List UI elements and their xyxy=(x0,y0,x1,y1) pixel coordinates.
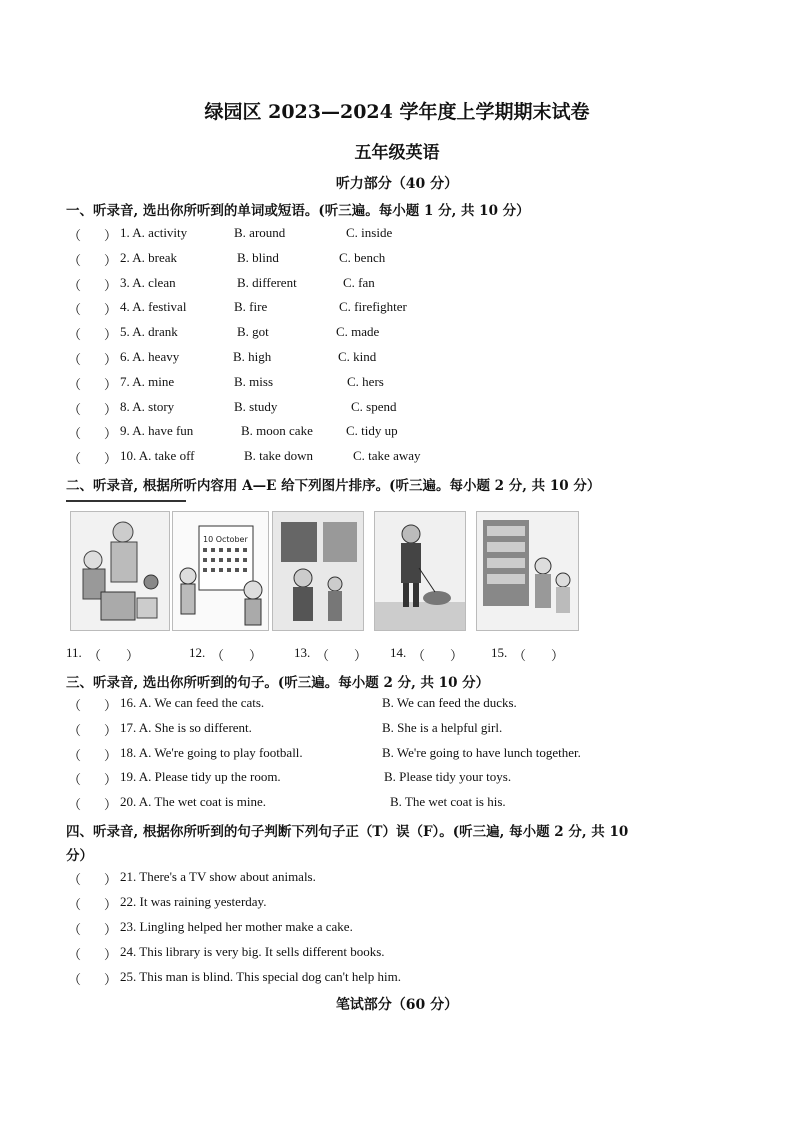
answer-paren-close: ） xyxy=(249,648,263,663)
answer-paren-close: ） xyxy=(104,872,118,887)
answer-number: 14. xyxy=(390,645,407,660)
option-b: B. The wet coat is his. xyxy=(390,794,506,810)
section4-heading: 四、听录音, 根据你所听到的句子判断下列句子正（T）误（F）。(听三遍, 每小题 2 分, 共 10 xyxy=(66,824,629,840)
answer-paren-open: （ xyxy=(513,648,527,663)
answer-paren-open: （ xyxy=(68,302,82,318)
answer-paren-open: （ xyxy=(68,451,82,467)
answer-paren-open: （ xyxy=(68,722,82,738)
section1-heading: 一、听录音, 选出你所听到的单词或短语。(听三遍。每小题 1 分, 共 10 分） xyxy=(66,203,530,219)
option-b: B. high xyxy=(233,349,272,364)
exam-subtitle: 五年级英语 xyxy=(354,143,440,163)
section2-heading: 二、听录音, 根据所听内容用 A—E 给下列图片排序。(听三遍。每小题 2 分, 共 10 分） xyxy=(66,478,601,494)
answer-paren-close: ） xyxy=(104,947,118,962)
option-b: B. around xyxy=(234,225,286,240)
answer-paren-open: （ xyxy=(68,401,82,417)
statement: 25. This man is blind. This special dog can't help him. xyxy=(120,969,401,984)
answer-paren-close: ） xyxy=(104,252,118,268)
option-c: C. firefighter xyxy=(339,299,407,315)
answer-paren-close: ） xyxy=(104,722,118,738)
answer-number: 13. xyxy=(294,645,311,660)
answer-paren-close: ） xyxy=(104,451,118,467)
answer-paren-close: ） xyxy=(104,376,118,392)
answer-paren-close: ） xyxy=(104,302,118,318)
option-c: C. inside xyxy=(346,225,393,240)
picture-calendar xyxy=(172,511,269,631)
calendar-label: 10 October xyxy=(203,535,248,544)
answer-paren-close: ） xyxy=(551,648,565,663)
option-a: 7. A. mine xyxy=(120,373,175,389)
answer-paren-open: （ xyxy=(68,947,82,962)
answer-paren-close: ） xyxy=(104,228,118,243)
answer-paren-close: ） xyxy=(450,648,464,663)
answer-paren-close: ） xyxy=(104,897,118,912)
picture-blind-man-dog xyxy=(374,511,466,631)
answer-paren-close: ） xyxy=(104,747,118,763)
section4-heading-cont: 分） xyxy=(66,848,93,864)
listening-part-heading: 听力部分（40 分） xyxy=(335,176,459,192)
option-b: B. Please tidy your toys. xyxy=(384,769,512,785)
answer-paren-open: （ xyxy=(68,698,82,713)
answer-paren-open: （ xyxy=(68,426,82,442)
answer-paren-open: （ xyxy=(316,648,330,663)
answer-paren-open: （ xyxy=(88,648,102,663)
option-b: B. got xyxy=(237,324,269,340)
option-a: 10. A. take off xyxy=(120,448,195,464)
statement: 24. This library is very big. It sells different books. xyxy=(120,944,385,959)
writing-part-heading: 笔试部分（60 分） xyxy=(335,997,459,1013)
option-c: C. hers xyxy=(347,373,384,389)
option-a: 19. A. Please tidy up the room. xyxy=(120,769,281,785)
option-c: C. made xyxy=(336,324,380,340)
option-a: 3. A. clean xyxy=(120,274,176,290)
option-b: B. blind xyxy=(237,249,279,265)
exam-title: 绿园区 2023—2024 学年度上学期期末试卷 xyxy=(204,101,590,123)
picture-bookstore xyxy=(476,511,579,631)
answer-paren-close: ） xyxy=(104,277,118,293)
answer-paren-open: （ xyxy=(412,648,426,663)
answer-paren-open: （ xyxy=(68,352,82,367)
answer-paren-close: ） xyxy=(104,772,118,788)
option-c: C. tidy up xyxy=(346,423,398,439)
answer-paren-open: （ xyxy=(68,376,82,392)
answer-paren-open: （ xyxy=(68,922,82,937)
section3-heading: 三、听录音, 选出你所听到的句子。(听三遍。每小题 2 分, 共 10 分） xyxy=(66,675,490,691)
option-b: B. We can feed the ducks. xyxy=(382,695,517,710)
option-c: C. spend xyxy=(351,398,397,414)
answer-number: 11. xyxy=(66,645,82,660)
answer-number: 12. xyxy=(189,645,206,660)
statement: 21. There's a TV show about animals. xyxy=(120,869,316,884)
option-c: C. fan xyxy=(343,274,375,290)
option-b: B. moon cake xyxy=(241,423,313,439)
option-c: C. take away xyxy=(353,448,421,464)
option-a: 8. A. story xyxy=(120,398,175,414)
option-b: B. She is a helpful girl. xyxy=(382,719,503,735)
option-c: C. bench xyxy=(339,249,386,265)
answer-paren-open: （ xyxy=(68,228,82,243)
answer-paren-close: ） xyxy=(354,648,368,663)
answer-paren-close: ） xyxy=(104,972,118,987)
option-a: 6. A. heavy xyxy=(120,349,180,364)
option-a: 9. A. have fun xyxy=(120,423,194,439)
answer-paren-open: （ xyxy=(68,972,82,987)
answer-paren-open: （ xyxy=(68,252,82,268)
answer-paren-open: （ xyxy=(68,277,82,293)
answer-paren-close: ） xyxy=(126,648,140,663)
answer-paren-open: （ xyxy=(68,772,82,788)
option-b: B. We're going to have lunch together. xyxy=(382,744,581,760)
answer-paren-close: ） xyxy=(104,922,118,937)
option-b: B. miss xyxy=(234,373,274,389)
option-a: 17. A. She is so different. xyxy=(120,719,252,735)
option-a: 4. A. festival xyxy=(120,299,187,315)
option-b: B. study xyxy=(234,398,278,414)
answer-paren-close: ） xyxy=(104,401,118,417)
heading-underline xyxy=(66,500,186,502)
answer-paren-open: （ xyxy=(68,327,82,343)
answer-paren-close: ） xyxy=(104,797,118,813)
option-a: 16. A. We can feed the cats. xyxy=(120,695,265,710)
answer-paren-close: ） xyxy=(104,426,118,442)
option-b: B. fire xyxy=(234,299,268,315)
answer-paren-open: （ xyxy=(68,872,82,887)
option-b: B. different xyxy=(237,274,297,290)
option-a: 18. A. We're going to play football. xyxy=(120,744,303,760)
answer-paren-open: （ xyxy=(68,897,82,912)
answer-number: 15. xyxy=(491,645,508,660)
statement: 22. It was raining yesterday. xyxy=(120,894,267,909)
answer-paren-close: ） xyxy=(104,352,118,367)
option-c: C. kind xyxy=(338,349,377,364)
option-b: B. take down xyxy=(244,448,313,464)
answer-paren-open: （ xyxy=(211,648,225,663)
answer-paren-open: （ xyxy=(68,747,82,763)
picture-kids-playing xyxy=(70,511,170,631)
picture-room-scene xyxy=(272,511,364,631)
statement: 23. Lingling helped her mother make a cake. xyxy=(120,919,353,934)
answer-paren-open: （ xyxy=(68,797,82,813)
answer-paren-close: ） xyxy=(104,698,118,713)
option-a: 5. A. drank xyxy=(120,324,178,340)
option-a: 2. A. break xyxy=(120,249,178,265)
option-a: 1. A. activity xyxy=(120,225,188,240)
option-a: 20. A. The wet coat is mine. xyxy=(120,794,266,810)
answer-paren-close: ） xyxy=(104,327,118,343)
